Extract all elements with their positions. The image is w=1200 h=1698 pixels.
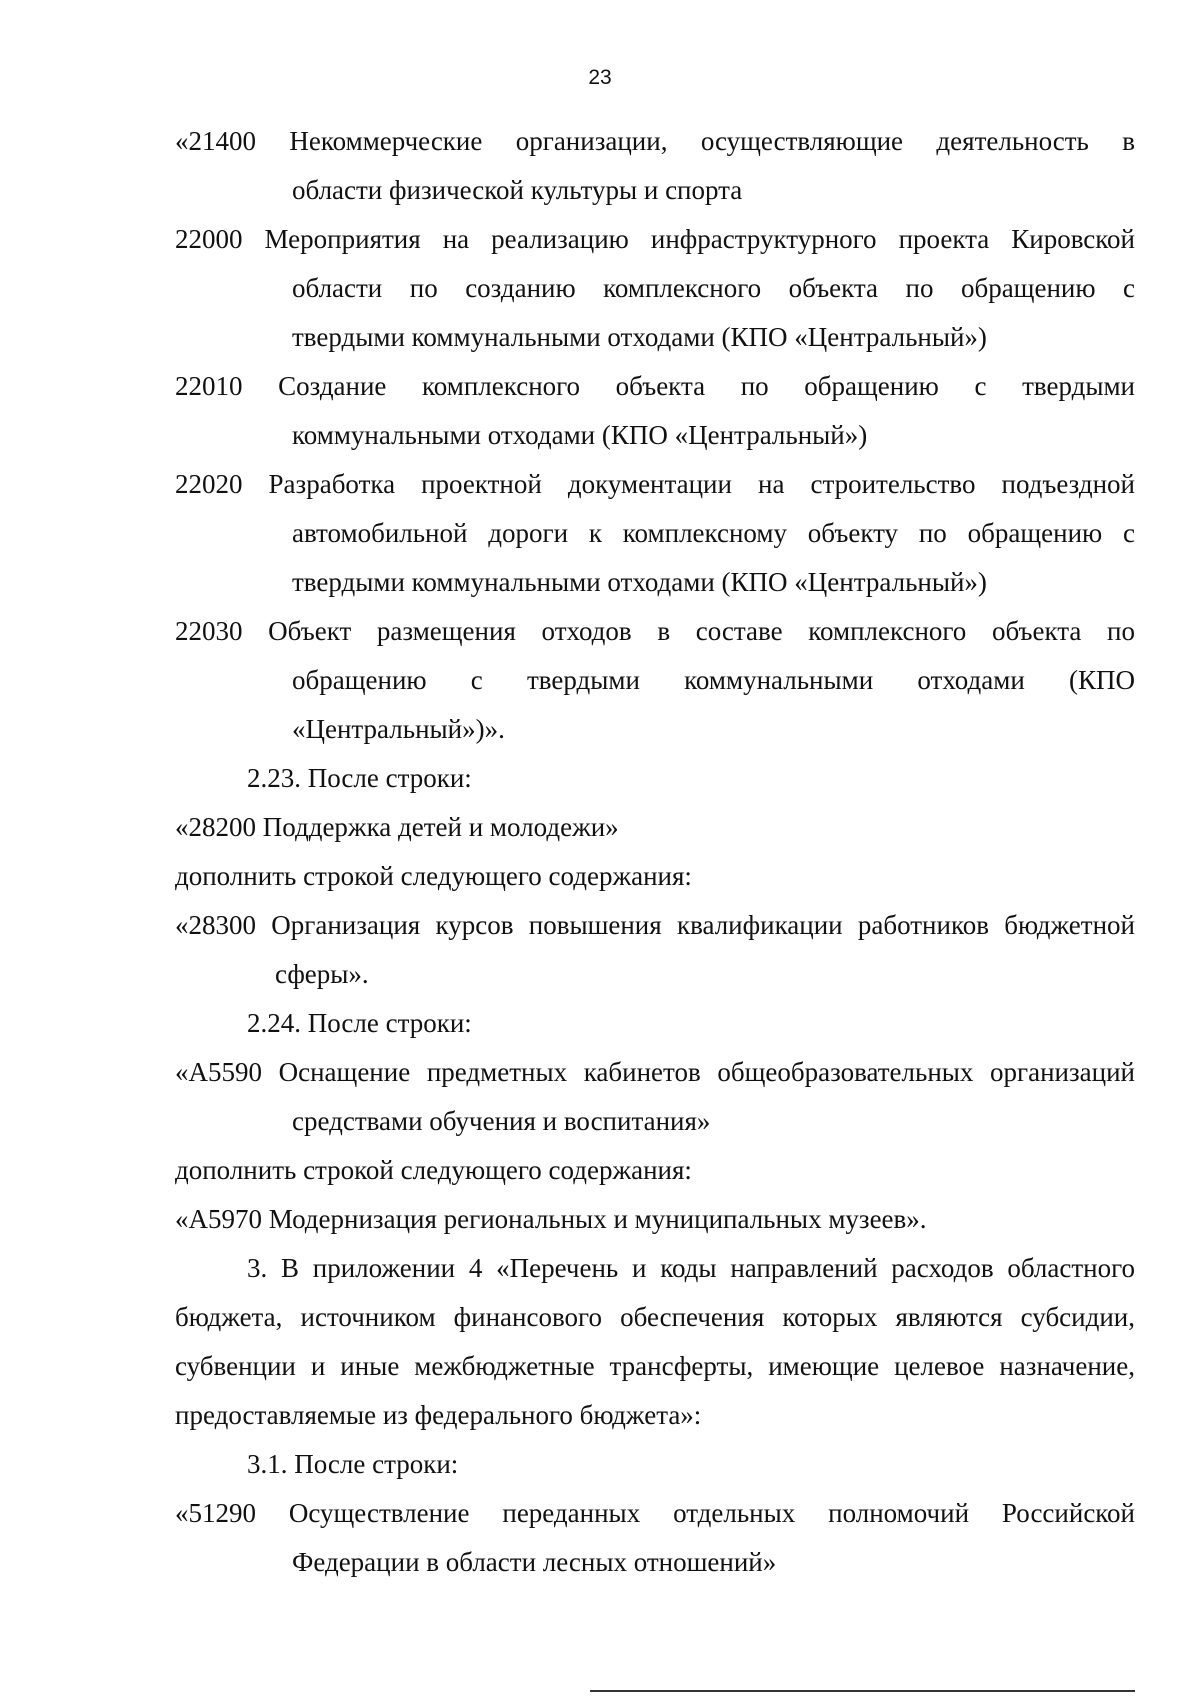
code-entry-51290	[175, 1489, 1135, 1587]
page-number: 23	[588, 66, 612, 89]
code-entry-line: «28300 Организация курсов повышения квалификации работников бюджетной	[175, 910, 1135, 940]
footer-rule	[590, 1690, 1135, 1692]
code-entry-continuation: области по созданию комплексного объекта по обращению с	[292, 273, 1135, 303]
code-entry-line: «51290 Осуществление переданных отдельных полномочий Российской	[175, 1498, 1135, 1528]
paragraph-line: предоставляемые из федерального бюджета»:	[175, 1400, 702, 1430]
paragraph-line: 3. В приложении 4 «Перечень и коды направлений расходов областного	[247, 1253, 1135, 1283]
code-entry-a5970: «А5970 Модернизация региональных и муниципальных музеев».	[175, 1204, 927, 1234]
supplement-text: дополнить строкой следующего содержания:	[175, 1155, 692, 1185]
code-entry-22010	[175, 362, 1135, 460]
code-entry-continuation: средствами обучения и воспитания»	[292, 1106, 711, 1136]
code-entry-continuation: твердыми коммунальными отходами (КПО «Центральный»)	[292, 322, 987, 352]
code-entry-line: 22000 Мероприятия на реализацию инфраструктурного проекта Кировской	[175, 224, 1135, 254]
code-entry-continuation: сферы».	[275, 959, 369, 989]
code-entry-continuation: автомобильной дороги к комплексному объекту по обращению с	[292, 518, 1135, 548]
code-entry-continuation: коммунальными отходами (КПО «Центральный»)	[292, 420, 868, 450]
code-entry-22020	[175, 460, 1135, 607]
code-entry-21400	[175, 117, 1135, 215]
code-entry-continuation: обращению с твердыми коммунальными отходами (КПО	[292, 665, 1135, 695]
paragraph-line: субвенции и иные межбюджетные трансферты, имеющие целевое назначение,	[175, 1351, 1135, 1381]
section-3-paragraph	[175, 1244, 1135, 1440]
code-entry-line: «А5590 Оснащение предметных кабинетов общеобразовательных организаций	[175, 1057, 1135, 1087]
code-entry-22000	[175, 215, 1135, 362]
section-heading-2-23: 2.23. После строки:	[247, 763, 472, 793]
section-heading-3-1: 3.1. После строки:	[247, 1449, 459, 1479]
code-entry-continuation: «Центральный»)».	[292, 714, 505, 744]
code-entry-28300	[175, 901, 1135, 999]
code-entry-a5590	[175, 1048, 1135, 1146]
code-entry-line: 22030 Объект размещения отходов в составе комплексного объекта по	[175, 616, 1135, 646]
code-entry-line: «21400 Некоммерческие организации, осуществляющие деятельность в	[175, 126, 1135, 156]
section-heading-2-24: 2.24. После строки:	[247, 1008, 472, 1038]
code-entry-22030	[175, 607, 1135, 754]
code-entry-continuation: твердыми коммунальными отходами (КПО «Центральный»)	[292, 567, 987, 597]
document-body	[175, 117, 1135, 1587]
code-entry-continuation: области физической культуры и спорта	[292, 175, 743, 205]
code-entry-line: 22010 Создание комплексного объекта по обращению с твердыми	[175, 371, 1135, 401]
code-entry-line: 22020 Разработка проектной документации на строительство подъездной	[175, 469, 1135, 499]
code-entry-continuation: Федерации в области лесных отношений»	[292, 1547, 777, 1577]
row-after-28200: «28200 Поддержка детей и молодежи»	[175, 812, 619, 842]
supplement-text: дополнить строкой следующего содержания:	[175, 861, 692, 891]
paragraph-line: бюджета, источником финансового обеспечения которых являются субсидии,	[175, 1302, 1135, 1332]
